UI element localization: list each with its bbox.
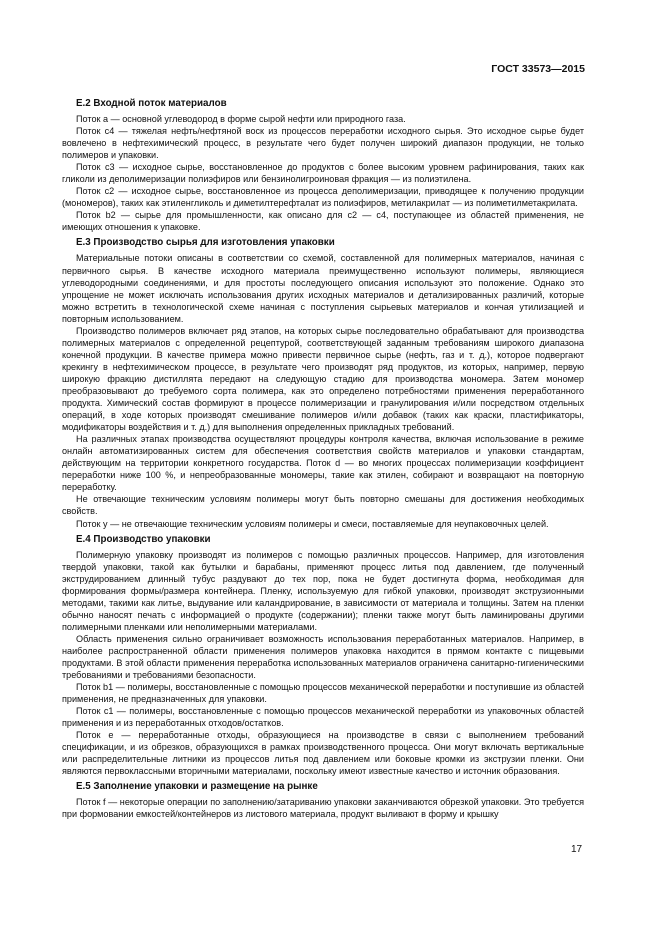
paragraph: Материальные потоки описаны в соответствии со схемой, составленной для полимерных материалов, начиная с первичного сырья. В качестве исходного материала преимущественно используют полимеры, являющиеся углеводородными соединениями, и для простоты последующего описания используют это положение. Однако это упрощение не может исключать использования других исходных материалов и детализированных различий, которые можно встретить в технологической схеме начиная с поступления сырьевых материалов и кончая утилизацией и повторным использованием. [62,253,584,324]
paragraph: Производство полимеров включает ряд этапов, на которых сырье последовательно обрабатывают для производства полимерных материалов с определенной рецептурой, соответствующей заданным требованиям широкого диапазона конечной продукции. В качестве примера можно привести первичное сырье (нефть, газ и т. д.), которое подвергают крекингу в нефтехимическом процессе, в результате чего производят ряд продуктов, из которых, например, первую широкую фракцию дистиллята передают на следующую стадию для производства мономера. Затем мономер преобразовывают до требуемого сорта полимера, как это определено потребностями применения переработанного продукта. Химический состав формируют в процессе полимеризации и гранулирования и/или посредством отдельных операций, в ходе которых производят смешивание полимеров и/или добавок (таких как краски, пластификаторы, модификаторы воздействия и т. д.) для выполнения определенных прикладных требований. [62,325,584,433]
paragraph: Не отвечающие техническим условиям полимеры могут быть повторно смешаны для достижения необходимых свойств. [62,494,584,517]
page-number: 17 [571,844,583,855]
paragraph: Поток b1 — полимеры, восстановленные с помощью процессов механической переработки и поступившие из областей применения, не предназначенных для упаковки. [62,682,584,705]
paragraph: Полимерную упаковку производят из полимеров с помощью различных процессов. Например, для изготовления твердой упаковки, такой как бутылки и барабаны, применяют процесс литья под давлением, где полученный экструдированием длинный тубус раздувают до тех пор, пока не будет достигнута форма, необходимая для формирования формы/размера контейнера. Пленку, используемую для гибкой упаковки, производят экструзионными методами, такими как литье, выдувание или каландрирование, в зависимости от материала и толщины. Затем на пленки обычно наносят печать с информацией о продукте (содержании); пленки также могут быть ламинированы другими полимерными пленками или неполимерными материалами. [62,549,584,632]
section-heading: Е.5 Заполнение упаковки и размещение на рынке [76,781,318,793]
paragraph: Поток e — переработанные отходы, образующиеся на производстве в связи с выполнением требований спецификации, и из обрезков, образующихся в рамках производственного процесса. Они могут включать вертикальные или распределительные литники из процессов литья под давлением или боковые кромки из экструзии пленки. Они являются первоклассными вторичными материалами, поскольку имеют известные качество и источник образования. [62,730,584,777]
paragraph: Поток a — основной углеводород в форме сырой нефти или природного газа. [76,114,406,124]
paragraph: Поток c3 — исходное сырье, восстановленное до продуктов с более высоким уровнем рафинирования, таких как гликоли из деполимеризации полиэфиров или бензинолигроиновая фракция — из полиэтилена. [62,162,584,185]
section-heading: Е.4 Производство упаковки [76,533,211,545]
paragraph: Поток c2 — исходное сырье, восстановленное из процесса деполимеризации, приводящее к получению продукции (мономеров), таких как этиленгликоль и диметилтерефталат из полиэфиров, метилакрилат — из полиметилметакрилата. [62,186,584,209]
document-body [62,94,584,821]
section-heading: Е.3 Производство сырья для изготовления упаковки [76,237,335,249]
paragraph: Поток c4 — тяжелая нефть/нефтяной воск из процессов переработки исходного сырья. Это исходное сырье будет вовлечено в нефтехимический процесс, в результате чего будет получен широкий диапазон продукции, не только полимеров и упаковки. [62,126,584,161]
paragraph: Поток b2 — сырье для промышленности, как описано для c2 — c4, поступающее из областей применения, не имеющих отношения к упаковке. [62,210,584,233]
paragraph: Область применения сильно ограничивает возможность использования переработанных материалов. Например, в наиболее распространенной области применения полимеров упаковка находится в прямом контакте с пищевыми продуктами. В этой области применения переработка использованных материалов ограничена санитарно-гигиеническими требованиями и требованиями безопасности. [62,633,584,681]
paragraph: Поток c1 — полимеры, восстановленные с помощью процессов механической переработки из упаковочных областей применения и из переработанных отходов/остатков. [62,706,584,729]
paragraph: На различных этапах производства осуществляют процедуры контроля качества, включая использование в режиме онлайн автоматизированных систем для обеспечения соответствия свойств материалов и упаковки стандартам, действующим на территории конкретного государства. Поток d — во многих процессах полимеризации коэффициент переработки ниже 100 %, и непреобразованные мономеры, такие как этилен, собирают и возвращают на повторную переработку. [62,434,584,493]
paragraph: Поток y — не отвечающие техническим условиям полимеры и смеси, поставляемые для неупаковочных целей. [76,518,549,529]
document-code: ГОСТ 33573—2015 [491,63,585,75]
section-heading: Е.2 Входной поток материалов [76,98,227,109]
paragraph: Поток f — некоторые операции по заполнению/затариванию упаковки заканчиваются обрезкой упаковки. Это требуется при формовании емкостей/контейнеров из листового материала, продукт выливают в форму и крышку [62,797,584,820]
